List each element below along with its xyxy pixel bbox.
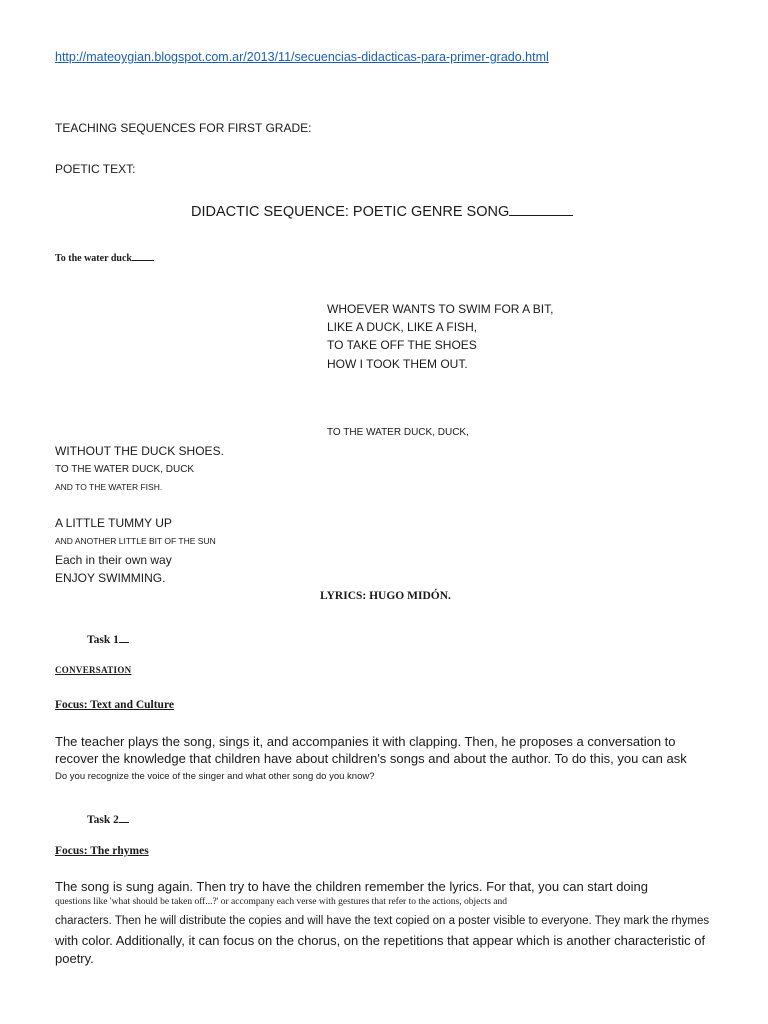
verse2-line: AND ANOTHER LITTLE BIT OF THE SUN — [55, 536, 216, 546]
chorus-start: TO THE WATER DUCK, DUCK, — [327, 427, 469, 438]
verse2-line: A LITTLE TUMMY UP — [55, 516, 172, 530]
verse1-line: TO TAKE OFF THE SHOES — [327, 338, 477, 352]
task2-underline-trail — [119, 810, 129, 823]
chorus-line: TO THE WATER DUCK, DUCK — [55, 464, 195, 475]
task2-paragraph-line: questions like 'what should be taken off...?' or accompany each verse with gestures that refer to the actions, objects and — [55, 897, 507, 907]
verse1-line: HOW I TOOK THEM OUT. — [327, 357, 468, 371]
sequence-title-text: DIDACTIC SEQUENCE: POETIC GENRE SONG — [191, 204, 510, 220]
intro-line-2: POETIC TEXT: — [55, 162, 136, 176]
chorus-line: AND TO THE WATER FISH. — [55, 482, 163, 492]
verse1-line: WHOEVER WANTS TO SWIM FOR A BIT, — [327, 302, 554, 316]
song-title-text: To the water duck — [55, 253, 132, 264]
task1-paragraph-line: recover the knowledge that children have about children's songs and about the author. To do this, you can ask — [55, 751, 687, 766]
task1-label-text: Task 1 — [87, 634, 119, 646]
task2-label-text: Task 2 — [87, 814, 119, 826]
verse1-line: LIKE A DUCK, LIKE A FISH, — [327, 320, 478, 334]
sequence-title — [191, 203, 573, 220]
task2-paragraph-line: The song is sung again. Then try to have the children remember the lyrics. For that, you can start doing — [55, 879, 649, 894]
task2-paragraph-line: poetry. — [55, 951, 94, 966]
task1-label — [87, 630, 129, 646]
verse2-line: Each in their own way — [55, 553, 172, 567]
task2-focus: Focus: The rhymes — [55, 845, 149, 857]
song-title-underline-trail — [132, 250, 154, 261]
task2-label — [87, 810, 129, 826]
lyrics-credit: LYRICS: HUGO MIDÓN. — [320, 590, 451, 602]
task1-underline-trail — [119, 630, 129, 643]
verse2-line: ENJOY SWIMMING. — [55, 571, 166, 585]
intro-line-1: TEACHING SEQUENCES FOR FIRST GRADE: — [55, 121, 312, 135]
task2-paragraph-line: characters. Then he will distribute the copies and will have the text copied on a poster visible to everyone. They mark the rhymes — [55, 915, 710, 927]
title-underline-trail — [509, 203, 573, 216]
task1-paragraph-line: The teacher plays the song, sings it, and accompanies it with clapping. Then, he proposes a conversation to — [55, 734, 676, 749]
task1-question: Do you recognize the voice of the singer and what other song do you know? — [55, 771, 375, 782]
chorus-line: WITHOUT THE DUCK SHOES. — [55, 444, 224, 458]
source-link[interactable]: http://mateoygian.blogspot.com.ar/2013/11/secuencias-didacticas-para-primer-grado.html — [55, 50, 549, 64]
task1-activity: CONVERSATION — [55, 665, 132, 675]
task2-paragraph-line: with color. Additionally, it can focus on the chorus, on the repetitions that appear which is another characteristic of — [55, 933, 706, 948]
song-title — [55, 250, 154, 264]
task1-focus: Focus: Text and Culture — [55, 699, 174, 711]
